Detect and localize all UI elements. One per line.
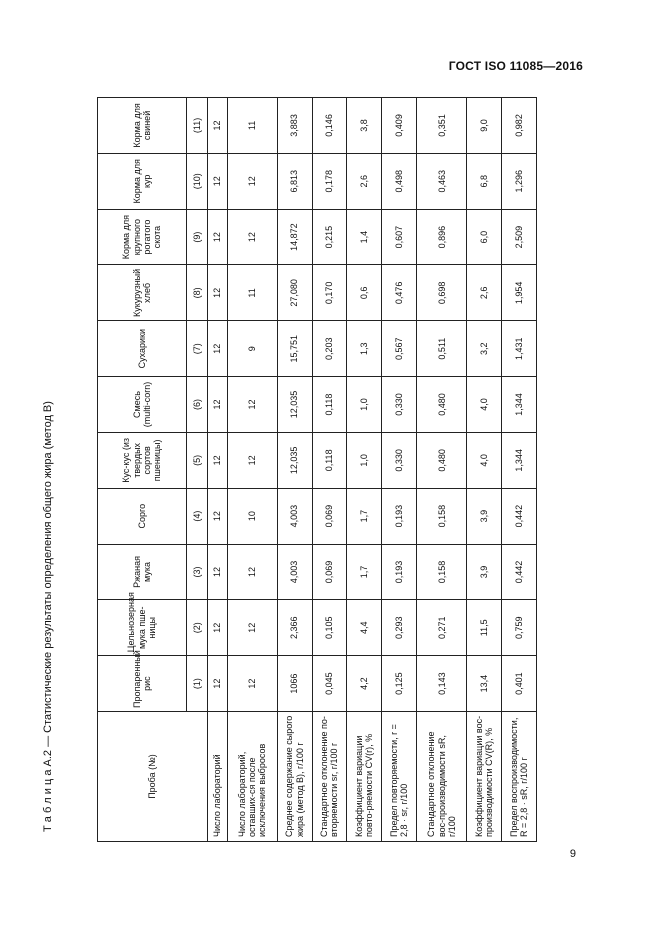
column-header: Кус-кус (из твердых сортов пшеницы): [98, 432, 187, 488]
table-cell: 0,178: [312, 153, 347, 209]
table-cell: 12: [208, 432, 228, 488]
row-label: Коэффициент вариации повто-ряемости CV(r), %: [347, 712, 382, 842]
column-header: Сорго: [98, 488, 187, 544]
table-cell: 0,105: [312, 600, 347, 656]
row-label: Среднее содержание сырого жира (метод В), г/100 г: [277, 712, 312, 842]
column-header: Пропаренный рис: [98, 656, 187, 712]
column-number: (10): [187, 153, 208, 209]
table-cell: 0,143: [417, 656, 467, 712]
table-cell: 12: [227, 600, 277, 656]
table-row: [312, 98, 347, 842]
table-cell: 1,954: [502, 265, 537, 321]
table-cell: 0,170: [312, 265, 347, 321]
table-cell: 1,296: [502, 153, 537, 209]
table-cell: 0,896: [417, 209, 467, 265]
standard-header: ГОСТ ISO 11085—2016: [448, 59, 583, 73]
column-number: (4): [187, 488, 208, 544]
table-cell: 9: [227, 321, 277, 377]
table-cell: 3,883: [277, 98, 312, 154]
table-cell: 12: [208, 209, 228, 265]
table-cell: 0,759: [502, 600, 537, 656]
row-label: Предел воспроизводимости, R = 2,8 · sR, г/100 г: [502, 712, 537, 842]
column-header: Корма для крупного рогатого скота: [98, 209, 187, 265]
page-number: 9: [569, 848, 576, 860]
row-label: Коэффициент вариации вос-производимости CV(R), %: [467, 712, 502, 842]
table-cell: 3,8: [347, 98, 382, 154]
column-number: (7): [187, 321, 208, 377]
table-cell: 0,293: [382, 600, 417, 656]
table-cell: 0,409: [382, 98, 417, 154]
table-cell: 0,6: [347, 265, 382, 321]
table-cell: 0,982: [502, 98, 537, 154]
table-cell: 12: [208, 488, 228, 544]
table-row: [382, 98, 417, 842]
table-cell: 12: [208, 544, 228, 600]
corner-header: Проба (№): [98, 712, 208, 842]
table-cell: 4,0: [467, 432, 502, 488]
column-number: (5): [187, 432, 208, 488]
table-cell: 12: [208, 98, 228, 154]
table-cell: 1,7: [347, 488, 382, 544]
table-cell: 0,146: [312, 98, 347, 154]
table-cell: 2,6: [467, 265, 502, 321]
table-header-row: [98, 98, 187, 842]
table-cell: 2,366: [277, 600, 312, 656]
column-header: Корма для кур: [98, 153, 187, 209]
table-cell: 0,330: [382, 377, 417, 433]
table-cell: 0,158: [417, 488, 467, 544]
table-cell: 4,003: [277, 488, 312, 544]
table-cell: 4,0: [467, 377, 502, 433]
table-cell: 14,872: [277, 209, 312, 265]
table-cell: 1,344: [502, 432, 537, 488]
table-cell: 12: [227, 432, 277, 488]
column-header: Цельнозерная мука пше-ницы: [98, 600, 187, 656]
table-cell: 3,9: [467, 544, 502, 600]
table-cell: 0,118: [312, 377, 347, 433]
table-cell: 11,5: [467, 600, 502, 656]
table-cell: 10: [227, 488, 277, 544]
table-cell: 1,344: [502, 377, 537, 433]
table-row: [502, 98, 537, 842]
table-cell: 0,480: [417, 377, 467, 433]
table-cell: 11: [227, 265, 277, 321]
table-cell: 0,498: [382, 153, 417, 209]
table-cell: 0,069: [312, 488, 347, 544]
table-row: [417, 98, 467, 842]
results-table: [97, 97, 537, 842]
row-label: Стандартное отклонение вос-производимости sR, г/100: [417, 712, 467, 842]
column-header: Смесь (multi-corn): [98, 377, 187, 433]
table-cell: 0,158: [417, 544, 467, 600]
table-row: [277, 98, 312, 842]
column-header: Сухарики: [98, 321, 187, 377]
rotated-table-container: [97, 97, 537, 842]
table-cell: 0,118: [312, 432, 347, 488]
table-cell: 0,511: [417, 321, 467, 377]
row-label: Стандартное отклонение по-вторяемости sr, г/100 г: [312, 712, 347, 842]
row-label: Предел повторяемости, r = 2,8 · sr, г/100: [382, 712, 417, 842]
table-row: [227, 98, 277, 842]
table-cell: 0,607: [382, 209, 417, 265]
table-cell: 0,463: [417, 153, 467, 209]
table-cell: 0,442: [502, 544, 537, 600]
table-cell: 12: [208, 656, 228, 712]
column-number: (6): [187, 377, 208, 433]
table-cell: 12: [227, 377, 277, 433]
table-cell: 6,8: [467, 153, 502, 209]
table-cell: 12,035: [277, 377, 312, 433]
table-cell: 0,476: [382, 265, 417, 321]
table-cell: 12: [227, 544, 277, 600]
table-cell: 0,480: [417, 432, 467, 488]
table-cell: 4,003: [277, 544, 312, 600]
table-cell: 0,698: [417, 265, 467, 321]
table-cell: 0,203: [312, 321, 347, 377]
table-cell: 11: [227, 98, 277, 154]
table-cell: 12: [208, 600, 228, 656]
table-row: [347, 98, 382, 842]
column-number: (1): [187, 656, 208, 712]
table-cell: 13,4: [467, 656, 502, 712]
table-cell: 0,351: [417, 98, 467, 154]
table-cell: 1,4: [347, 209, 382, 265]
row-label: Число лабораторий: [208, 712, 228, 842]
table-cell: 6,0: [467, 209, 502, 265]
table-cell: 15,751: [277, 321, 312, 377]
table-cell: 12: [227, 656, 277, 712]
column-number: (3): [187, 544, 208, 600]
table-cell: 0,045: [312, 656, 347, 712]
table-cell: 1,431: [502, 321, 537, 377]
column-number: (8): [187, 265, 208, 321]
table-cell: 12,035: [277, 432, 312, 488]
table-cell: 1,0: [347, 377, 382, 433]
table-cell: 0,567: [382, 321, 417, 377]
table-cell: 0,215: [312, 209, 347, 265]
table-cell: 4,4: [347, 600, 382, 656]
table-cell: 1,0: [347, 432, 382, 488]
table-cell: 12: [227, 209, 277, 265]
table-cell: 1,7: [347, 544, 382, 600]
table-cell: 1066: [277, 656, 312, 712]
table-cell: 0,401: [502, 656, 537, 712]
table-cell: 3,2: [467, 321, 502, 377]
table-cell: 12: [208, 377, 228, 433]
table-cell: 4,2: [347, 656, 382, 712]
table-body: [208, 98, 537, 842]
column-number: (11): [187, 98, 208, 154]
table-cell: 12: [227, 153, 277, 209]
column-header: Ржаная мука: [98, 544, 187, 600]
table-cell: 12: [208, 321, 228, 377]
table-cell: 6,813: [277, 153, 312, 209]
table-cell: 2,509: [502, 209, 537, 265]
table-caption: Т а б л и ц а А.2 — Статистические результаты определения общего жира (метод В): [42, 401, 54, 832]
table-cell: 3,9: [467, 488, 502, 544]
table-cell: 0,069: [312, 544, 347, 600]
table-cell: 0,193: [382, 544, 417, 600]
column-number: (9): [187, 209, 208, 265]
table-cell: 0,271: [417, 600, 467, 656]
table-row: [467, 98, 502, 842]
row-label: Число лабораторий, оставших-ся после исключения выбросов: [227, 712, 277, 842]
table-cell: 2,6: [347, 153, 382, 209]
table-cell: 0,125: [382, 656, 417, 712]
table-cell: 12: [208, 265, 228, 321]
table-cell: 0,193: [382, 488, 417, 544]
table-cell: 0,442: [502, 488, 537, 544]
column-header: Кукурузный хлеб: [98, 265, 187, 321]
table-cell: 9,0: [467, 98, 502, 154]
table-cell: 27,080: [277, 265, 312, 321]
column-header: Корма для свиней: [98, 98, 187, 154]
table-row: [208, 98, 228, 842]
column-number: (2): [187, 600, 208, 656]
table-cell: 0,330: [382, 432, 417, 488]
table-cell: 1,3: [347, 321, 382, 377]
table-cell: 12: [208, 153, 228, 209]
